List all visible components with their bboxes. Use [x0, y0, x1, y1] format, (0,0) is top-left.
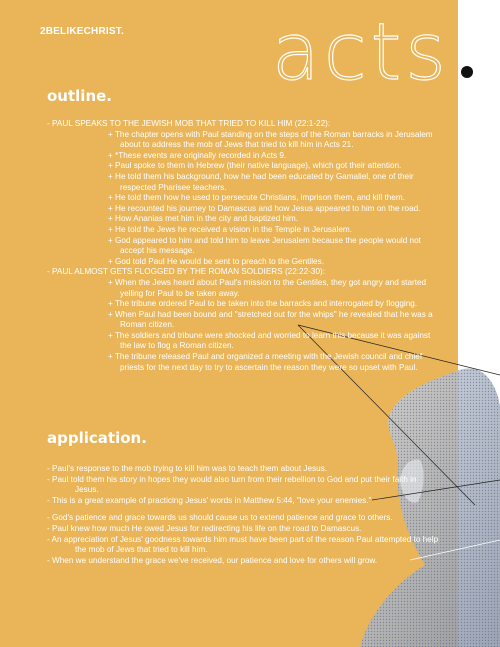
spacer — [47, 506, 439, 513]
application-item: - An appreciation of Jesus' goodness towards him must have been part of the reason Paul attempted to help the mob of Jews that tried to kill him. — [47, 534, 439, 555]
outline-point: + Paul spoke to them in Hebrew (their native language), which got their attention. — [108, 161, 402, 171]
title-dot — [461, 66, 473, 78]
outline-section-title: - PAUL ALMOST GETS FLOGGED BY THE ROMAN SOLDIERS (22:22-30): — [47, 267, 325, 277]
outline-section-title: - PAUL SPEAKS TO THE JEWISH MOB THAT TRIED TO KILL HIM (22:1-22): — [47, 119, 331, 128]
application-heading: application. — [47, 429, 147, 447]
outline-body — [47, 119, 439, 373]
outline-point: + He recounted his journey to Damascus and how Jesus appeared to him on the road. — [108, 203, 421, 213]
application-item: - This is a great example of practicing Jesus' words in Matthew 5:44, "love your enemies." — [47, 495, 372, 505]
outline-point: + God appeared to him and told him to leave Jerusalem because the people would not accept his message. — [108, 235, 421, 256]
application-item: - When we understand the grace we've received, our patience and love for others will grow. — [47, 555, 378, 565]
outline-point: + He told them how he used to persecute Christians, imprison them, and kill them. — [108, 193, 405, 203]
outline-point: + The tribune released Paul and organized a meeting with the Jewish council and chief priests for the next day to try to ascertain the reason they were so upset with Paul. — [108, 352, 423, 372]
application-body — [47, 464, 439, 566]
application-item: - Paul's response to the mob trying to kill him was to teach them about Jesus. — [47, 464, 328, 473]
outline-point: + *These events are originally recorded in Acts 9. — [108, 150, 287, 160]
outline-point: + When Paul had been bound and "stretched out for the whips" he revealed that he was a Roman citizen. — [108, 309, 433, 330]
application-item: - Paul told them his story in hopes they would also turn from their rebellion to God and put their faith in Jesus. — [47, 474, 417, 495]
application-item: - God's patience and grace towards us should cause us to extend patience and grace to others. — [47, 513, 393, 523]
brand-logo-text: 2BELIKECHRIST. — [40, 26, 124, 37]
outline-heading: outline. — [47, 87, 112, 105]
application-item: - Paul knew how much He owed Jesus for redirecting his life on the road to Damascus. — [47, 523, 362, 533]
outline-point: + The chapter opens with Paul standing on the steps of the Roman barracks in Jerusalem about to address the mob of Jews that tried to kill him in Acts 21. — [108, 129, 433, 150]
outline-point: + He told the Jews he received a vision in the Temple in Jerusalem. — [108, 224, 353, 234]
outline-point: + He told them his background, how he had been educated by Gamaliel, one of their respected Pharisee teachers. — [108, 171, 414, 192]
outline-point: + The tribune ordered Paul to be taken into the barracks and interrogated by flogging. — [108, 299, 418, 309]
outline-point: + The soldiers and tribune were shocked and worried to learn this because it was against the law to flog a Roman citizen. — [108, 330, 431, 351]
outline-point: + God told Paul He would be sent to preach to the Gentiles. — [108, 256, 324, 266]
outline-point: + When the Jews heard about Paul's mission to the Gentiles, they got angry and started yelling for Paul to be taken away. — [108, 277, 427, 298]
book-title: acts — [272, 8, 450, 98]
outline-point: + How Ananias met him in the city and baptized him. — [108, 214, 299, 224]
